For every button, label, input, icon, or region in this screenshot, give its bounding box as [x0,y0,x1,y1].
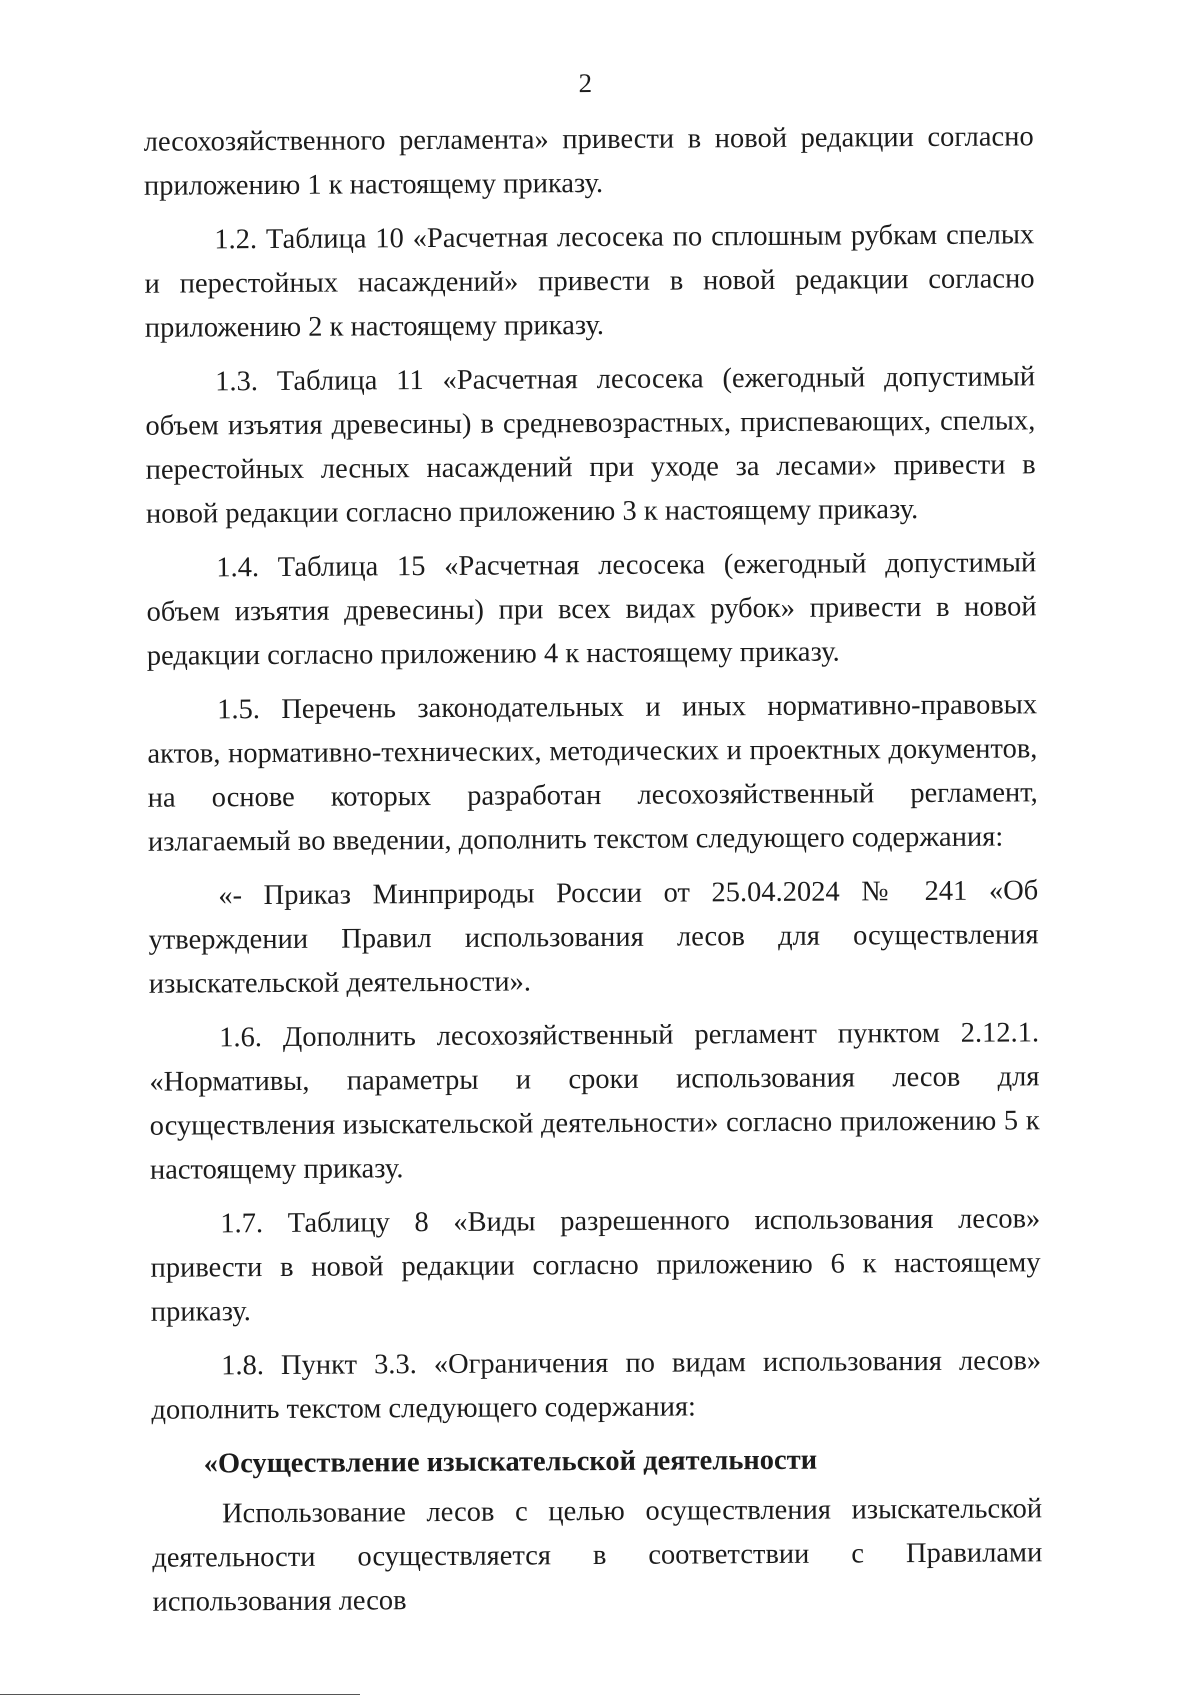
paragraph-1-5: 1.5. Перечень законодательных и иных нормативно-правовых актов, нормативно-технических, методических и проектных документов, на основе которых разработан лесохозяйственный регламент, излагаемый во введении, дополнить текстом следующего содержания: [147,689,1038,858]
paragraph-1-2: 1.2. Таблица 10 «Расчетная лесосека по сплошным рубкам спелых и перестойных насаждений» привести в новой редакции согласно приложению 2 к настоящему приказу. [144,219,1035,344]
paragraph-1-7: 1.7. Таблицу 8 «Виды разрешенного использования лесов» привести в новой редакции согласно приложению 6 к настоящему приказу. [150,1203,1041,1328]
page-number: 2 [578,68,593,99]
paragraph-continuation: лесохозяйственного регламента» привести в новой редакции согласно приложению 1 к настоящему приказу. [143,121,1034,202]
paragraph-1-3: 1.3. Таблица 11 «Расчетная лесосека (ежегодный допустимый объем изъятия древесины) в средневозрастных, приспевающих, спелых, перестойных лесных насаждений при уходе за лесами» привести в новой редакции согласно приложению 3 к настоящему приказу. [145,361,1036,530]
paragraph-1-6: 1.6. Дополнить лесохозяйственный регламент пунктом 2.12.1. «Нормативы, параметры и сроки использования лесов для осуществления изыскательской деятельности» согласно приложению 5 к настоящему приказу. [149,1017,1040,1186]
paragraph-1-8: 1.8. Пункт 3.3. «Ограничения по видам использования лесов» дополнить текстом следующего содержания: [151,1345,1042,1426]
document-body [144,115,1043,1634]
section-heading: «Осуществление изыскательской деятельности [203,1444,818,1480]
paragraph-survey-activity: Использование лесов с целью осуществления изыскательской деятельности осуществляется в соответствии с Правилами использования лесов [152,1493,1043,1618]
bottom-divider [0,1694,360,1695]
paragraph-quote-order: «- Приказ Минприроды России от 25.04.2024 № 241 «Об утверждении Правил использования лесов для осуществления изыскательской деятельности». [148,875,1039,1000]
paragraph-1-4: 1.4. Таблица 15 «Расчетная лесосека (ежегодный допустимый объем изъятия древесины) при всех видах рубок» привести в новой редакции согласно приложению 4 к настоящему приказу. [146,547,1037,672]
